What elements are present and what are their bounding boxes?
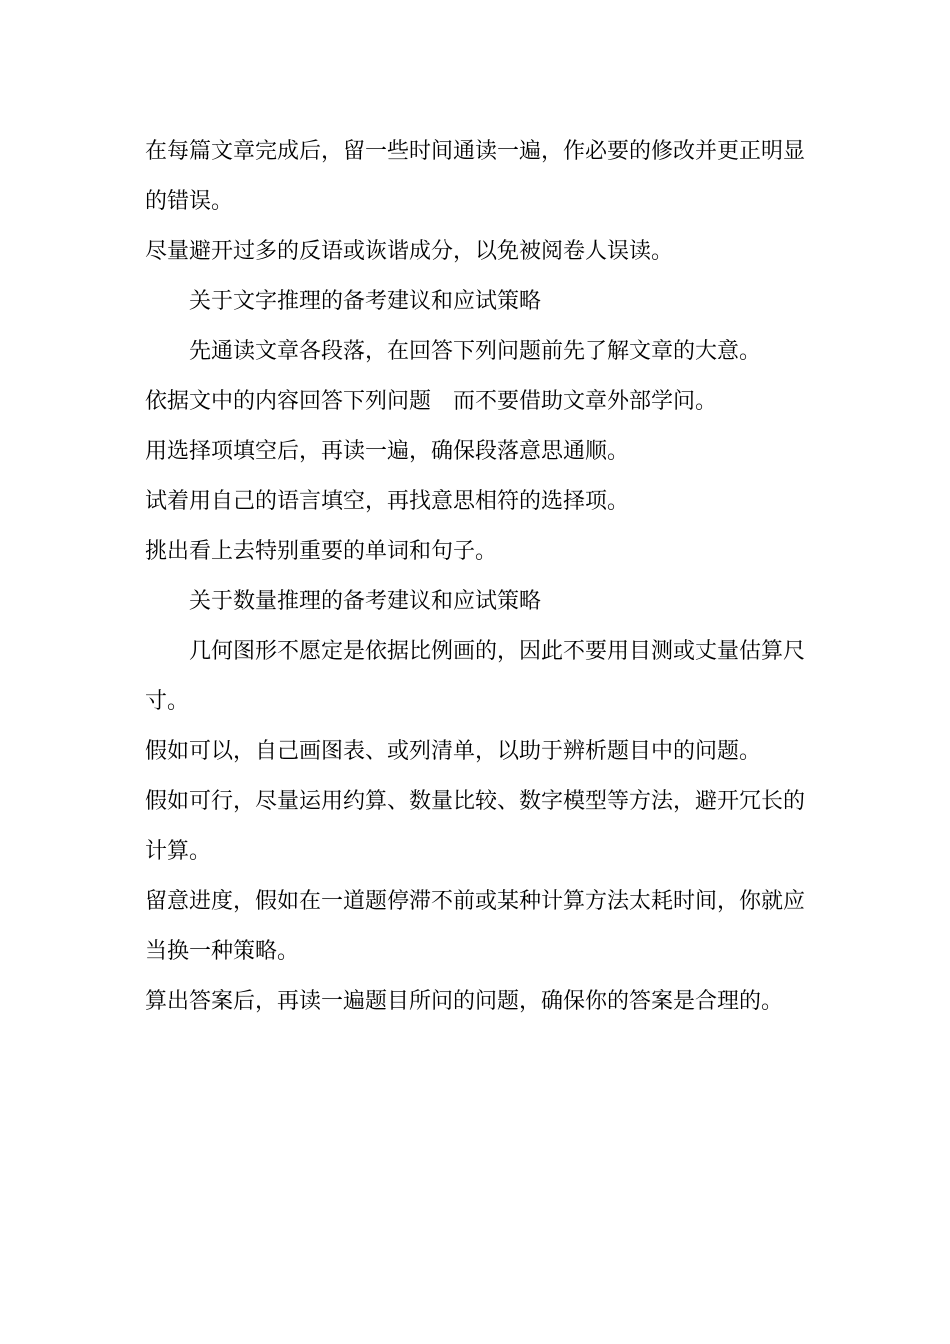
paragraph-8: 挑出看上去特别重要的单词和句子。 [145,539,498,564]
paragraph-11: 假如可以，自己画图表、或列清单，以助于辨析题目中的问题。 [145,739,762,764]
paragraph-6: 用选择项填空后，再读一遍，确保段落意思通顺。 [145,439,630,464]
paragraph-7: 试着用自己的语言填空，再找意思相符的选择项。 [145,489,630,514]
document-body [145,127,810,1027]
paragraph-13: 留意进度，假如在一道题停滞不前或某种计算方法太耗时间，你就应当换一种策略。 [145,889,806,964]
section-heading-verbal-reasoning: 关于文字推理的备考建议和应试策略 [189,289,542,314]
paragraph-4: 先通读文章各段落，在回答下列问题前先了解文章的大意。 [189,339,762,364]
section-heading-quantitative-reasoning: 关于数量推理的备考建议和应试策略 [189,589,542,614]
paragraph-14: 算出答案后，再读一遍题目所问的问题，确保你的答案是合理的。 [145,989,784,1014]
paragraph-12: 假如可行，尽量运用约算、数量比较、数字模型等方法，避开冗长的计算。 [145,789,806,864]
paragraph-2: 尽量避开过多的反语或诙谐成分，以免被阅卷人误读。 [145,239,674,264]
paragraph-5: 依据文中的内容回答下列问题 而不要借助文章外部学问。 [145,389,718,414]
paragraph-10: 几何图形不愿定是依据比例画的，因此不要用目测或丈量估算尺寸。 [145,639,806,714]
paragraph-1: 在每篇文章完成后，留一些时间通读一遍，作必要的修改并更正明显的错误。 [145,139,806,214]
